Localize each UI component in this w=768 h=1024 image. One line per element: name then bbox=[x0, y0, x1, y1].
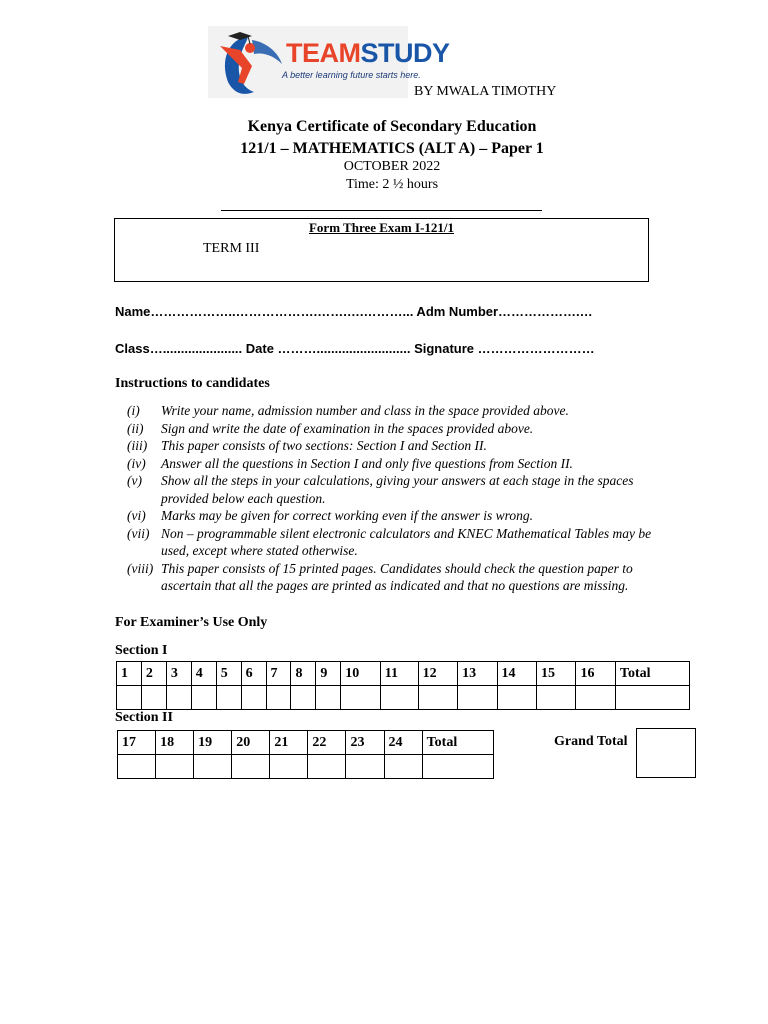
score-header-cell: 20 bbox=[232, 731, 270, 755]
logo-wordmark bbox=[286, 38, 450, 68]
score-cell bbox=[291, 686, 316, 710]
score-cell bbox=[615, 686, 689, 710]
score-header-cell: 24 bbox=[384, 731, 422, 755]
instruction-item bbox=[120, 402, 660, 420]
instruction-text: This paper consists of 15 printed pages. Candidates should check the question paper to ascertain that all the pages are printed as indicated and that no questions are missing. bbox=[161, 560, 633, 593]
score-header-cell: 6 bbox=[241, 662, 266, 686]
score-header-cell: 1 bbox=[117, 662, 142, 686]
grand-total-box bbox=[636, 728, 696, 778]
score-header-cell: 15 bbox=[536, 662, 575, 686]
score-header-cell: 8 bbox=[291, 662, 316, 686]
instruction-number: (ii) bbox=[127, 420, 144, 436]
logo-word-study: STUDY bbox=[360, 38, 450, 68]
score-header-cell: 14 bbox=[497, 662, 536, 686]
exam-info-box bbox=[114, 218, 649, 282]
score-header-cell: 16 bbox=[576, 662, 615, 686]
logo-word-team: TEAM bbox=[286, 38, 361, 68]
instruction-item bbox=[120, 455, 660, 473]
exam-body-title: Kenya Certificate of Secondary Education bbox=[247, 118, 537, 135]
instruction-item bbox=[120, 472, 660, 507]
instruction-item bbox=[120, 525, 660, 560]
score-cell bbox=[266, 686, 291, 710]
name-adm-field-line: Name………………..……………….…….….………... Adm Number……………….… bbox=[115, 304, 593, 319]
exam-duration: Time: 2 ½ hours bbox=[345, 177, 439, 192]
score-cell bbox=[156, 755, 194, 779]
score-header-cell: Total bbox=[615, 662, 689, 686]
score-header-cell: 17 bbox=[118, 731, 156, 755]
score-header-cell: Total bbox=[422, 731, 493, 755]
score-cell bbox=[166, 686, 191, 710]
logo-tagline: A better learning future starts here. bbox=[282, 70, 421, 80]
score-cell bbox=[141, 686, 166, 710]
logo-figure-icon bbox=[208, 26, 288, 98]
section-2-score-table bbox=[117, 730, 494, 779]
section-1-score-table bbox=[116, 661, 690, 710]
table-header-row bbox=[118, 731, 494, 755]
instruction-number: (vii) bbox=[127, 525, 150, 541]
score-cell bbox=[191, 686, 216, 710]
instruction-number: (i) bbox=[127, 403, 140, 418]
score-cell bbox=[232, 755, 270, 779]
teamstudy-logo bbox=[208, 26, 450, 98]
examiner-use-heading: For Examiner’s Use Only bbox=[115, 615, 268, 630]
instruction-number: (viii) bbox=[127, 560, 154, 576]
instruction-text: Non – programmable silent electronic calculators and KNEC Mathematical Tables may be used, except where stated otherwise. bbox=[161, 525, 652, 558]
score-cell bbox=[117, 686, 142, 710]
table-header-row bbox=[117, 662, 690, 686]
instruction-text: This paper consists of two sections: Section I and Section II. bbox=[161, 438, 487, 453]
instruction-item bbox=[120, 437, 660, 455]
score-cell bbox=[316, 686, 341, 710]
instructions-heading: Instructions to candidates bbox=[115, 376, 270, 391]
score-header-cell: 23 bbox=[346, 731, 384, 755]
score-cell bbox=[384, 755, 422, 779]
score-header-cell: 10 bbox=[341, 662, 380, 686]
author-credit: BY MWALA TIMOTHY bbox=[414, 84, 557, 99]
instruction-text: Sign and write the date of examination in the spaces provided above. bbox=[161, 420, 534, 436]
paper-title: 121/1 – MATHEMATICS (ALT A) – Paper 1 bbox=[240, 140, 544, 157]
instruction-item bbox=[120, 420, 660, 438]
score-cell bbox=[341, 686, 380, 710]
score-header-cell: 18 bbox=[156, 731, 194, 755]
score-cell bbox=[536, 686, 575, 710]
score-cell bbox=[346, 755, 384, 779]
exam-box-title: Form Three Exam I-121/1 bbox=[308, 220, 455, 235]
score-header-cell: 11 bbox=[380, 662, 418, 686]
instruction-number: (iii) bbox=[127, 438, 148, 453]
score-cell bbox=[194, 755, 232, 779]
score-cell bbox=[308, 755, 346, 779]
grand-total-label: Grand Total bbox=[554, 734, 628, 749]
score-cell bbox=[458, 686, 497, 710]
exam-term: TERM III bbox=[203, 241, 260, 256]
instruction-item bbox=[120, 507, 660, 525]
instruction-text: Show all the steps in your calculations, giving your answers at each stage in the spaces provided below each question. bbox=[161, 473, 634, 506]
instruction-number: (v) bbox=[127, 473, 142, 488]
score-header-cell: 5 bbox=[216, 662, 241, 686]
instruction-text: Marks may be given for correct working even if the answer is wrong. bbox=[161, 508, 534, 523]
table-score-row bbox=[118, 755, 494, 779]
score-cell bbox=[422, 755, 493, 779]
class-date-signature-line: Class…...................... Date ……….......................... Signature ……………………… bbox=[115, 341, 595, 356]
score-cell bbox=[497, 686, 536, 710]
exam-date: OCTOBER 2022 bbox=[343, 159, 441, 174]
instruction-text: Write your name, admission number and class in the space provided above. bbox=[161, 403, 569, 418]
score-header-cell: 21 bbox=[270, 731, 308, 755]
instructions-list bbox=[120, 402, 660, 595]
score-header-cell: 7 bbox=[266, 662, 291, 686]
section-2-label: Section II bbox=[115, 710, 173, 725]
score-header-cell: 22 bbox=[308, 731, 346, 755]
instruction-number: (vi) bbox=[127, 508, 146, 523]
score-header-cell: 9 bbox=[316, 662, 341, 686]
score-cell bbox=[216, 686, 241, 710]
score-header-cell: 13 bbox=[458, 662, 497, 686]
instruction-text: Answer all the questions in Section I and only five questions from Section II. bbox=[161, 455, 573, 471]
score-cell bbox=[241, 686, 266, 710]
table-score-row bbox=[117, 686, 690, 710]
score-cell bbox=[418, 686, 457, 710]
instruction-item bbox=[120, 560, 660, 595]
score-cell bbox=[380, 686, 418, 710]
score-header-cell: 12 bbox=[418, 662, 457, 686]
score-header-cell: 3 bbox=[166, 662, 191, 686]
score-header-cell: 4 bbox=[191, 662, 216, 686]
score-cell bbox=[270, 755, 308, 779]
section-1-label: Section I bbox=[115, 643, 168, 658]
score-cell bbox=[118, 755, 156, 779]
instruction-number: (iv) bbox=[127, 455, 146, 471]
score-header-cell: 2 bbox=[141, 662, 166, 686]
title-divider bbox=[221, 210, 542, 211]
score-cell bbox=[576, 686, 615, 710]
score-header-cell: 19 bbox=[194, 731, 232, 755]
